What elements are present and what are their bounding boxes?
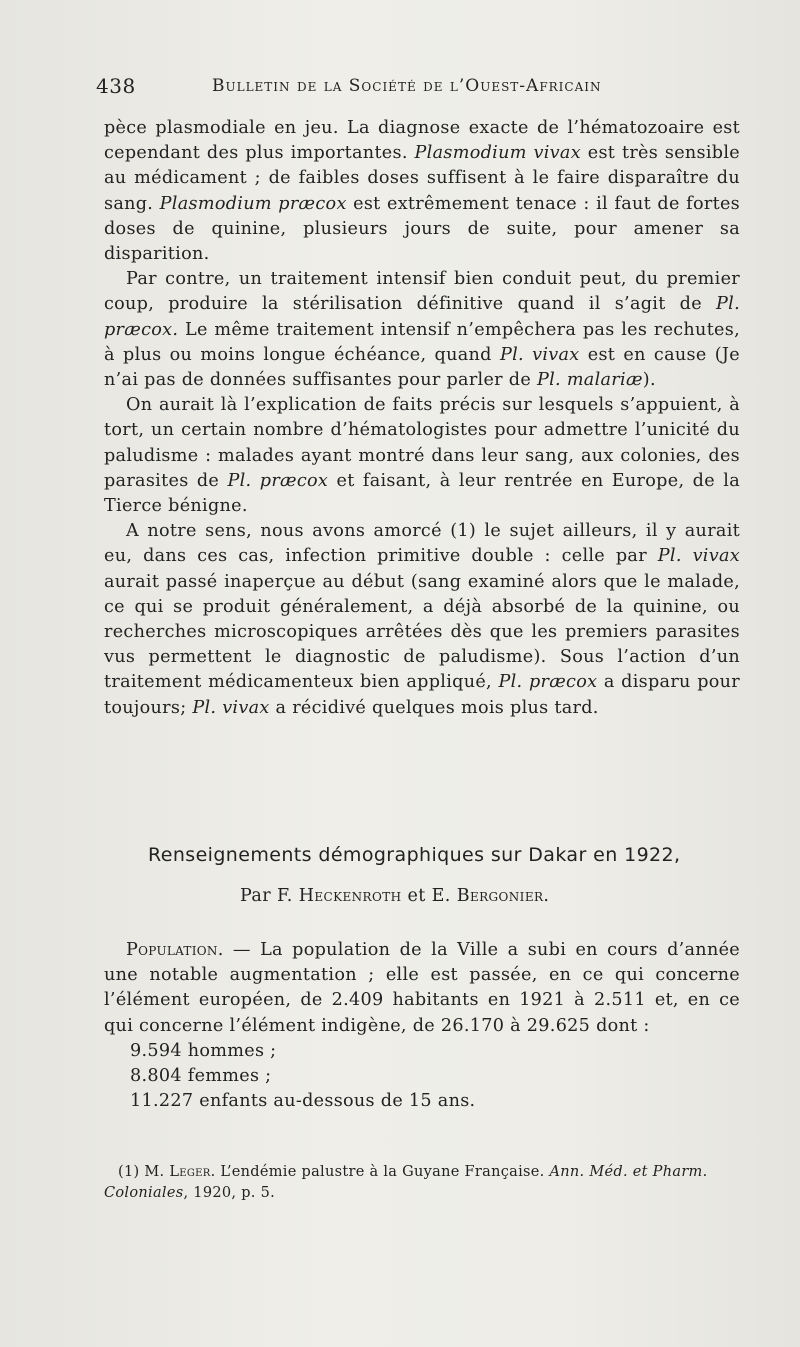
species-name: Plasmodium præcox [159, 193, 347, 214]
footnote-citation: , 1920, p. 5. [183, 1185, 276, 1201]
text-run: et faisant, à leur rentrée en Europe, de la Tierce bénigne. [104, 470, 740, 517]
text-run: Par contre, un traitement intensif bien conduit peut, du premier coup, produire la stérilisation définitive quand il s’agit de [104, 269, 740, 315]
footnote-journal: Ann. Méd. et Pharm. Coloniales [104, 1164, 708, 1201]
page-number: 438 [96, 74, 136, 98]
footnote [104, 1162, 744, 1204]
running-title: Bulletin de la Société de l’Ouest-Africain [212, 76, 602, 96]
footnote-title: . L’endémie palustre à la Guyane Française. [210, 1164, 550, 1180]
population-paragraph [104, 938, 740, 1039]
species-name: Pl. malariæ [536, 370, 643, 391]
author-bergonier: Bergonier [456, 886, 544, 906]
author-heckenroth: Heckenroth [298, 886, 402, 906]
text-run: est extrêmement tenace : il faut de fortes doses de quinine, plusieurs jours de suite, pour amener sa disparition. [104, 193, 740, 265]
list-item: 9.594 hommes ; [130, 1040, 277, 1061]
body-paragraph [104, 116, 740, 267]
species-name: Pl. vivax [499, 344, 580, 365]
population-lead: Population. [126, 940, 224, 960]
body-paragraph [104, 519, 740, 721]
footnote-author: Leger [169, 1164, 211, 1180]
species-name: Pl. præcox [498, 672, 598, 693]
text-run: est très sensible au médicament ; de faibles doses suffisent à le faire disparaître du sang. [104, 143, 740, 214]
population-section [104, 938, 740, 1114]
text-run: Le même traitement intensif n’empêchera pas les rechutes, à plus ou moins longue échéance, quand [104, 319, 740, 365]
running-header [96, 74, 736, 106]
text-run: On aurait là l’explication de faits précis sur lesquels s’appuient, à tort, un certain nombre d’hématologistes pour admettre l’unicité du paludisme : malades ayant montré dans leur sang, aux colonies, des parasites de [104, 395, 740, 491]
list-item: 11.227 enfants au-dessous de 15 ans. [130, 1091, 476, 1112]
footnote-text [104, 1162, 744, 1204]
main-text [104, 116, 740, 721]
text-run: ). [642, 370, 656, 391]
population-breakdown-list [104, 1039, 740, 1115]
authors-prefix: Par F. [240, 886, 299, 906]
species-name: Plasmodium vivax [414, 143, 581, 164]
authors-mid: et E. [401, 886, 457, 906]
body-paragraph [104, 267, 740, 393]
text-run: a récidivé quelques mois plus tard. [269, 697, 599, 718]
species-name: Pl. præcox. [104, 294, 740, 340]
species-name: Pl. præcox [227, 470, 329, 491]
text-run: pèce plasmodiale en jeu. La diagnose exacte de l’hématozoaire est cependant des plus importantes. [104, 118, 740, 164]
section-authors [240, 886, 549, 906]
footnote-number: (1) M. [118, 1164, 170, 1180]
body-paragraph [104, 393, 740, 519]
species-name: Pl. vivax [192, 697, 270, 718]
population-text: — La population de la Ville a subi en cours d’année une notable augmentation ; elle est passée, en ce qui concerne l’élément européen, de 2.409 habitants en 1921 à 2.511 et, en ce qui concerne l’élément indigène, de 26.170 à 29.625 dont : [104, 940, 740, 1036]
text-run: est en cause (Je n’ai pas de données suffisantes pour parler de [104, 344, 740, 391]
section-title: Renseignements démographiques sur Dakar en 1922, [148, 844, 681, 866]
text-run: a disparu pour toujours; [104, 672, 740, 718]
text-run: A notre sens, nous avons amorcé (1) le sujet ailleurs, il y aurait eu, dans ces cas, infection primitive double : celle par [104, 521, 740, 567]
text-run: aurait passé inaperçue au début (sang examiné alors que le malade, ce qui se produit généralement, a déjà absorbé de la quinine, ou recherches microscopiques arrêtées dès que les premiers parasites vus permettent le diagnostic de paludisme). Sous l’action d’un traitement médicamenteux bien appliqué, [104, 571, 740, 693]
species-name: Pl. vivax [657, 546, 740, 567]
authors-suffix: . [543, 886, 550, 906]
list-item: 8.804 femmes ; [130, 1066, 272, 1087]
